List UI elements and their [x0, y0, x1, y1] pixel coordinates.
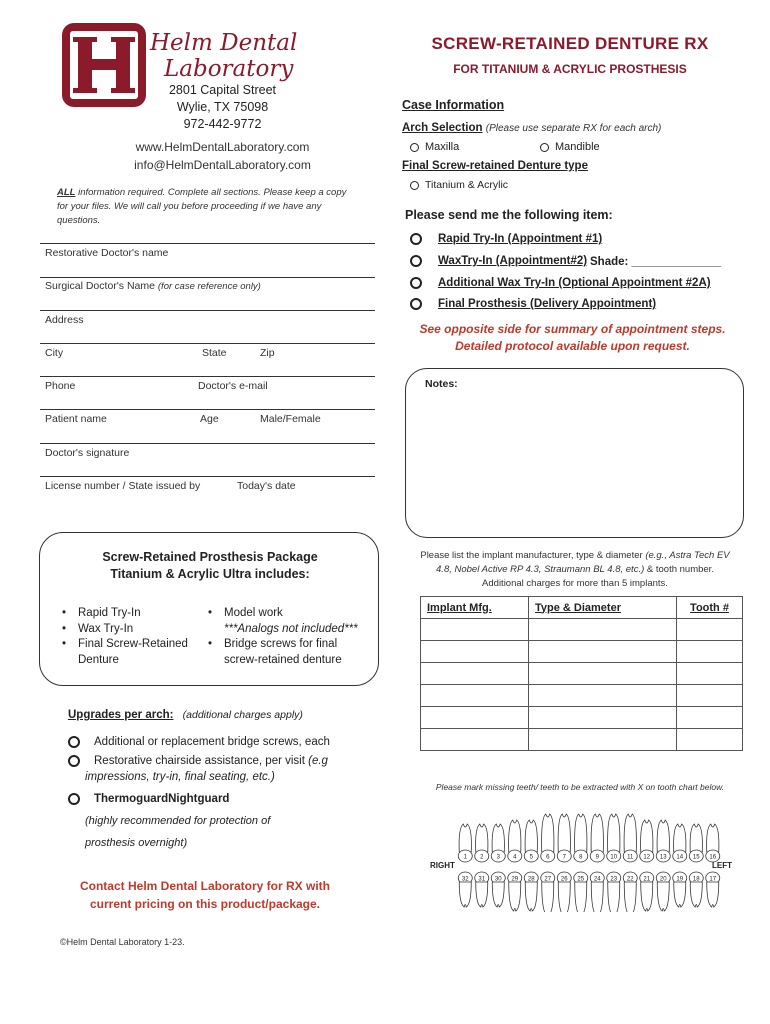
lab-logo: [62, 23, 146, 107]
tooth-31[interactable]: [475, 872, 489, 907]
list-item: Denture: [78, 653, 119, 666]
copyright: ©Helm Dental Laboratory 1-23.: [60, 937, 185, 947]
list-item: • Rapid Try-In: [62, 606, 188, 622]
arch-selection: Arch Selection (Please use separate RX for each arch): [402, 122, 662, 134]
mandible-option[interactable]: Mandible: [540, 141, 600, 153]
lab-name: Helm Dental Laboratory: [150, 30, 298, 82]
tooth-12[interactable]: [640, 820, 654, 862]
restorative-doctor-label: Restorative Doctor's name: [45, 247, 169, 259]
tooth-number: 8: [579, 854, 583, 861]
zip-label: Zip: [260, 347, 275, 359]
tooth-number: 20: [659, 876, 667, 883]
tooth-number: 13: [659, 854, 667, 861]
tooth-9[interactable]: [590, 814, 604, 862]
list-item: ***Analogs not included***: [224, 622, 358, 635]
upgrades-heading: Upgrades per arch: (additional charges apply): [68, 709, 303, 721]
tooth-1[interactable]: [458, 824, 472, 862]
tooth-27[interactable]: [541, 872, 555, 912]
tooth-23[interactable]: [607, 872, 621, 912]
maxilla-option[interactable]: Maxilla: [410, 141, 459, 153]
tooth-number: 32: [461, 876, 469, 883]
tooth-number: 26: [560, 876, 568, 883]
summary-note: See opposite side for summary of appointment steps. Detailed protocol available upon request.: [419, 322, 726, 353]
age-label: Age: [200, 413, 219, 425]
radio-icon[interactable]: [540, 143, 549, 152]
tooth-19[interactable]: [673, 872, 687, 907]
tooth-8[interactable]: [574, 814, 588, 862]
implant-table: [420, 596, 743, 751]
rapid-try-in-option[interactable]: Rapid Try-In (Appointment #1): [410, 233, 602, 245]
radio-icon[interactable]: [410, 255, 422, 267]
doctor-email-label: Doctor's e-mail: [198, 380, 268, 392]
tooth-7[interactable]: [557, 814, 571, 862]
tooth-number: 9: [595, 854, 599, 861]
tooth-26[interactable]: [557, 872, 571, 912]
radio-icon[interactable]: [410, 277, 422, 289]
tooth-number: 17: [709, 876, 717, 883]
tooth-21[interactable]: [640, 872, 654, 911]
list-item: screw-retained denture: [224, 653, 342, 666]
tooth-17[interactable]: [706, 872, 720, 907]
table-row[interactable]: [421, 729, 743, 751]
address-label: Address: [45, 314, 84, 326]
request-heading: Please send me the following item:: [405, 208, 613, 222]
radio-icon[interactable]: [410, 233, 422, 245]
nightguard-hint-1: (highly recommended for protection of: [85, 815, 271, 827]
package-list-right: [208, 606, 358, 668]
upgrade-nightguard[interactable]: ThermoguardNightguard: [68, 791, 229, 807]
form-title: SCREW-RETAINED DENTURE RX: [431, 34, 709, 53]
radio-icon[interactable]: [410, 298, 422, 310]
tooth-chart-note: Please mark missing teeth/ teeth to be extracted with X on tooth chart below.: [435, 782, 725, 792]
tooth-number: 30: [494, 876, 502, 883]
tooth-15[interactable]: [689, 824, 703, 862]
table-row[interactable]: [421, 663, 743, 685]
tooth-11[interactable]: [623, 814, 637, 862]
tooth-25[interactable]: [574, 872, 588, 912]
col-tooth-number: Tooth #: [677, 597, 743, 619]
tooth-number: 24: [593, 876, 601, 883]
left-label: LEFT: [712, 861, 732, 870]
col-type-diameter: Type & Diameter: [529, 597, 677, 619]
tooth-number: 25: [577, 876, 585, 883]
nightguard-hint-2: prosthesis overnight): [85, 837, 188, 849]
tooth-number: 4: [513, 854, 517, 861]
tooth-28[interactable]: [524, 872, 538, 911]
tooth-24[interactable]: [590, 872, 604, 912]
tooth-32[interactable]: [458, 872, 472, 907]
notes-box[interactable]: [405, 368, 744, 538]
table-row[interactable]: [421, 707, 743, 729]
signature-label: Doctor's signature: [45, 447, 130, 459]
col-implant-mfg: Implant Mfg.: [421, 597, 529, 619]
tooth-18[interactable]: [689, 872, 703, 907]
upgrade-bridge-screws[interactable]: Additional or replacement bridge screws, each: [68, 734, 330, 750]
denture-type-label: Final Screw-retained Denture type: [402, 160, 588, 172]
table-row[interactable]: [421, 619, 743, 641]
tooth-number: 2: [480, 854, 484, 861]
table-row[interactable]: [421, 641, 743, 663]
table-row[interactable]: [421, 685, 743, 707]
tooth-3[interactable]: [491, 824, 505, 862]
contact-note: Contact Helm Dental Laboratory for RX with current pricing on this product/package.: [79, 879, 331, 911]
radio-icon[interactable]: [68, 793, 80, 805]
wax-try-in-option[interactable]: WaxTry-In (Appointment#2): [410, 255, 587, 267]
tooth-5[interactable]: [524, 820, 538, 862]
tooth-10[interactable]: [607, 814, 621, 862]
radio-icon[interactable]: [410, 143, 419, 152]
tooth-chart[interactable]: [425, 812, 745, 912]
tooth-number: 5: [529, 854, 533, 861]
tooth-16[interactable]: [706, 824, 720, 862]
notes-label: Notes:: [425, 378, 458, 390]
tooth-number: 10: [610, 854, 618, 861]
tooth-number: 12: [643, 854, 651, 861]
phone-label: Phone: [45, 380, 76, 392]
sex-label: Male/Female: [260, 413, 321, 425]
radio-icon[interactable]: [410, 181, 419, 190]
tooth-number: 1: [463, 854, 467, 861]
tooth-20[interactable]: [656, 872, 670, 911]
tooth-number: 31: [478, 876, 486, 883]
lab-address: 2801 Capital Street Wylie, TX 75098 972-442-9772: [168, 83, 276, 131]
lab-contact: [105, 138, 340, 174]
tooth-22[interactable]: [623, 872, 637, 912]
tooth-number: 3: [496, 854, 500, 861]
list-item: • Wax Try-In: [62, 622, 188, 638]
tooth-number: 18: [692, 876, 700, 883]
final-prosthesis-option[interactable]: Final Prosthesis (Delivery Appointment): [410, 298, 656, 310]
website-link[interactable]: www.HelmDentalLaboratory.com: [135, 140, 310, 154]
date-label: Today's date: [237, 480, 296, 492]
implant-instructions: Please list the implant manufacturer, type & diameter (e.g., Astra Tech EV 4.8, Nobel Active RP 4.3, Straumann BL 4.8, etc.) & tooth number. Additional charges for more than 5 implants.: [420, 550, 730, 589]
city-label: City: [45, 347, 64, 359]
email-link[interactable]: info@HelmDentalLaboratory.com: [134, 158, 311, 172]
tooth-2[interactable]: [475, 824, 489, 862]
tooth-14[interactable]: [673, 824, 687, 862]
tooth-number: 7: [562, 854, 566, 861]
tooth-29[interactable]: [508, 872, 522, 911]
tooth-number: 27: [544, 876, 552, 883]
list-item: • Final Screw-Retained: [62, 637, 188, 653]
right-label: RIGHT: [430, 861, 455, 870]
radio-icon[interactable]: [68, 755, 80, 767]
tooth-number: 15: [692, 854, 700, 861]
license-label: License number / State issued by: [45, 480, 201, 492]
list-item: • Model work: [208, 606, 358, 622]
tooth-6[interactable]: [541, 814, 555, 862]
upgrade-chairside-assistance[interactable]: Restorative chairside assistance, per visit (e.g: [68, 753, 358, 769]
form-subtitle: FOR TITANIUM & ACRYLIC PROSTHESIS: [453, 62, 687, 76]
additional-wax-try-in-option[interactable]: Additional Wax Try-In (Optional Appointment #2A): [410, 277, 711, 289]
patient-name-label: Patient name: [45, 413, 107, 425]
tooth-number: 22: [626, 876, 634, 883]
package-title: Screw-Retained Prosthesis Package Titanium & Acrylic Ultra includes:: [102, 550, 318, 581]
tooth-number: 16: [709, 854, 717, 861]
tooth-number: 19: [676, 876, 684, 883]
titanium-acrylic-option[interactable]: Titanium & Acrylic: [410, 179, 508, 191]
tooth-4[interactable]: [508, 820, 522, 862]
package-list-left: [62, 606, 188, 668]
list-item: • Bridge screws for final: [208, 637, 358, 653]
tooth-number: 11: [627, 854, 634, 861]
tooth-13[interactable]: [656, 820, 670, 862]
upgrade-chairside-hint: impressions, try-in, final seating, etc.): [85, 771, 275, 783]
instructions-note: ALL information required. Complete all sections. Please keep a copy for your files. We will call you before proceeding if we have any questions.: [57, 187, 347, 226]
tooth-number: 28: [527, 876, 535, 883]
tooth-number: 21: [643, 876, 651, 883]
tooth-number: 29: [511, 876, 519, 883]
tooth-number: 6: [546, 854, 550, 861]
tooth-number: 14: [676, 854, 684, 861]
state-label: State: [202, 347, 227, 359]
tooth-number: 23: [610, 876, 618, 883]
radio-icon[interactable]: [68, 736, 80, 748]
shade-field[interactable]: Shade: ______________: [590, 256, 722, 268]
surgical-doctor-label: Surgical Doctor's Name (for case reference only): [45, 280, 261, 292]
case-info-heading: Case Information: [402, 98, 505, 112]
tooth-30[interactable]: [491, 872, 505, 907]
